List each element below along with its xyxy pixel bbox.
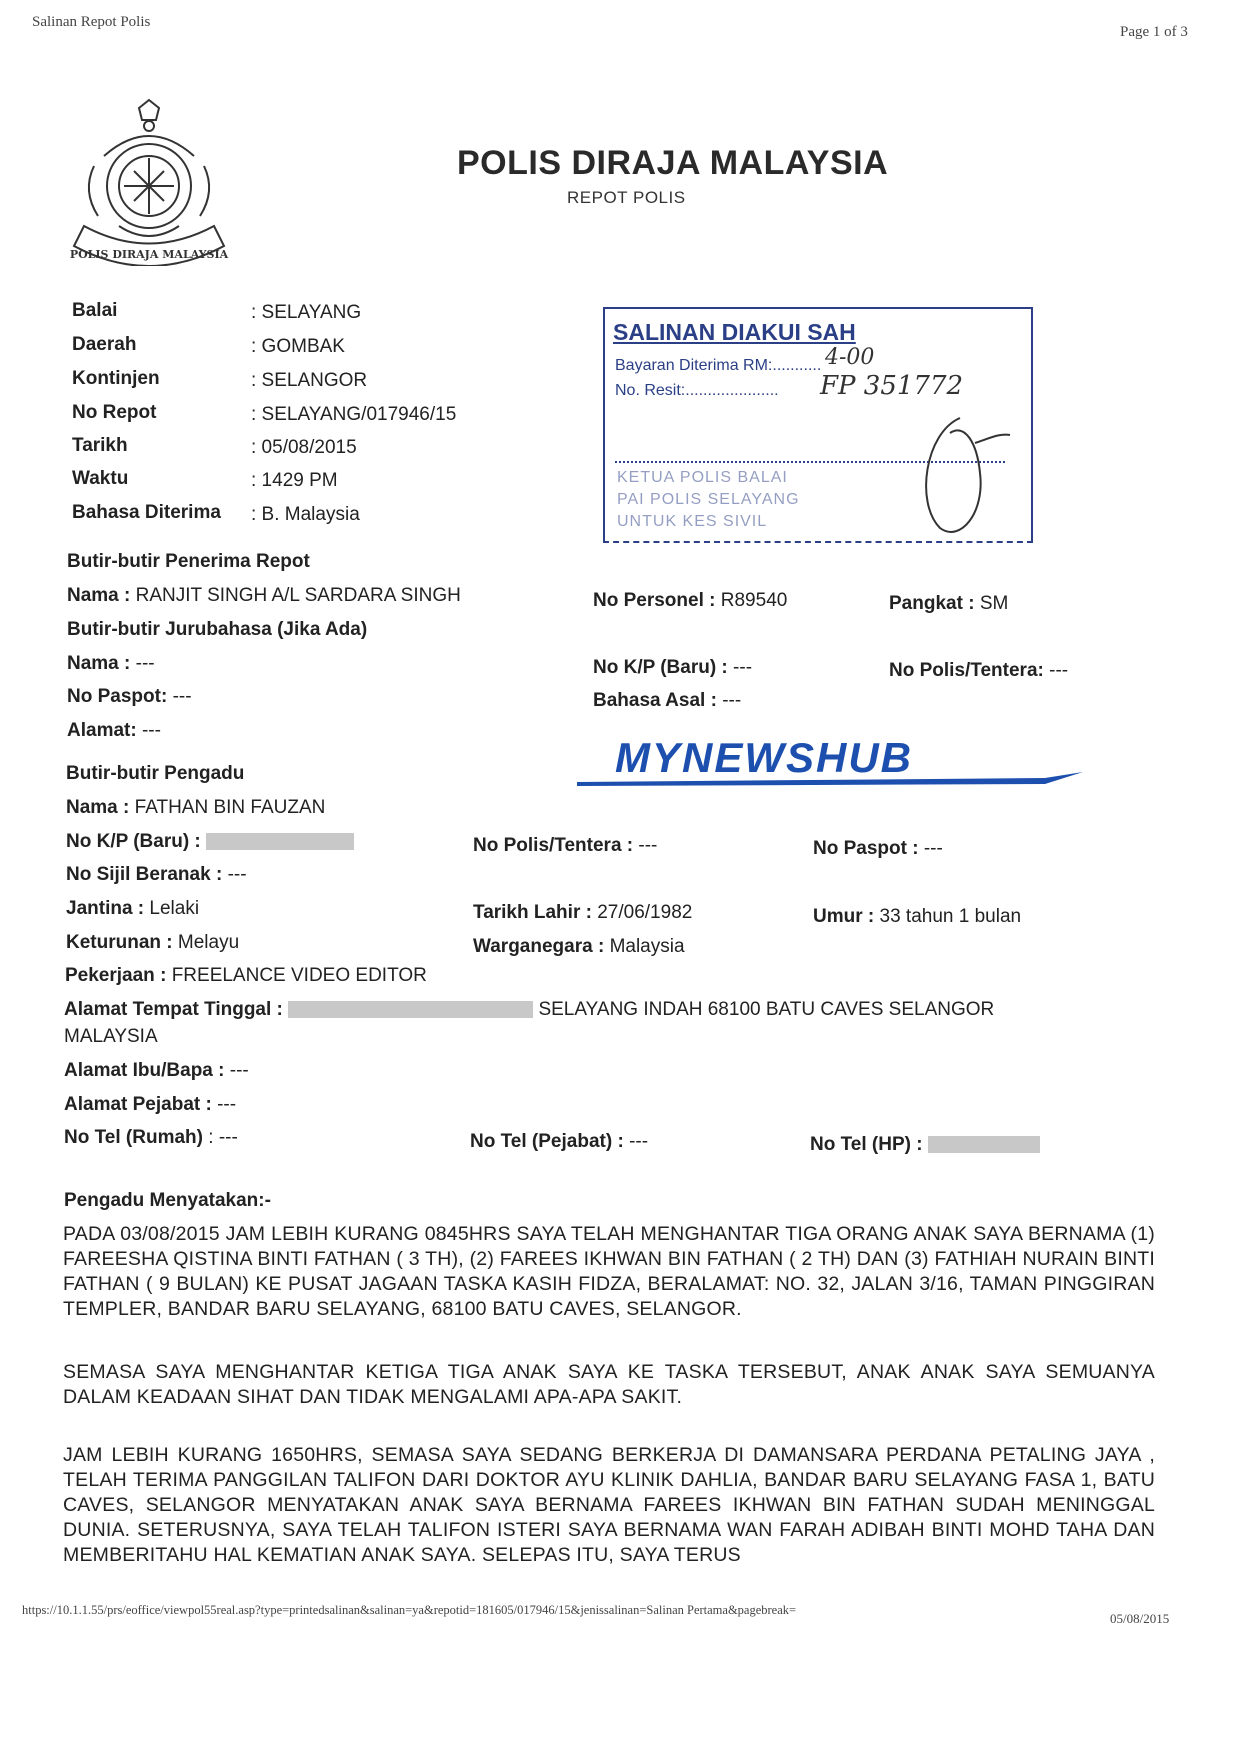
footer-date: 05/08/2015 — [1110, 1611, 1170, 1626]
pengadu-umur-value: 33 tahun 1 bulan — [879, 906, 1022, 927]
stamp-receipt-value: FP 351772 — [820, 371, 964, 401]
stamp-payment-value: 4-00 — [825, 345, 875, 370]
pengadu-polis-value: --- — [638, 835, 658, 856]
statement-heading: Pengadu Menyatakan:- — [64, 1190, 271, 1211]
top-left-caption: Salinan Repot Polis — [32, 14, 151, 30]
pengadu-polis-label: No Polis/Tentera : — [473, 835, 634, 856]
label-waktu: Waktu — [72, 468, 129, 489]
stamp-line-3: UNTUK KES SIVIL — [617, 513, 768, 530]
mynewshub-watermark — [575, 734, 1085, 788]
value-balai: : SELAYANG — [251, 302, 362, 323]
page-subtitle: REPOT POLIS — [567, 188, 686, 207]
pengadu-kp-label: No K/P (Baru) : — [66, 831, 201, 852]
svg-text:POLIS DIRAJA MALAYSIA: POLIS DIRAJA MALAYSIA — [69, 248, 229, 261]
pengadu-sijil-value: --- — [227, 864, 247, 885]
jurubahasa-paspot-value: --- — [172, 686, 192, 707]
label-kontinjen: Kontinjen — [72, 368, 160, 389]
stamp-receipt-label: No. Resit:..................... — [615, 382, 779, 399]
pengadu-telrumah-label: No Tel (Rumah) — [64, 1127, 203, 1148]
penerima-pangkat-label: Pangkat : — [889, 593, 975, 614]
jurubahasa-kp-label: No K/P (Baru) : — [593, 657, 728, 678]
pengadu-nama-value: FATHAN BIN FAUZAN — [134, 797, 326, 818]
pengadu-alamat-value-2: MALAYSIA — [64, 1026, 158, 1047]
redacted-address — [288, 1001, 533, 1018]
pengadu-telpejabat-value: --- — [629, 1131, 649, 1152]
redacted-kp — [206, 833, 354, 850]
pengadu-heading: Butir-butir Pengadu — [66, 763, 245, 784]
page-indicator: Page 1 of 3 — [1120, 24, 1188, 40]
pengadu-keturunan-value: Melayu — [177, 932, 240, 953]
pengadu-paspot-value: --- — [923, 838, 943, 859]
pengadu-nama-label: Nama : — [66, 797, 130, 818]
label-balai: Balai — [72, 300, 118, 321]
pengadu-paspot-label: No Paspot : — [813, 838, 919, 859]
jurubahasa-alamat-label: Alamat: — [67, 720, 137, 741]
page-title: POLIS DIRAJA MALAYSIA — [457, 144, 889, 182]
stamp-line-2: PAI POLIS SELAYANG — [617, 491, 800, 508]
jurubahasa-kp-value: --- — [733, 657, 753, 678]
pengadu-keturunan-label: Keturunan : — [66, 932, 173, 953]
footer-url: https://10.1.1.55/prs/eoffice/viewpol55real.asp?type=printedsalinan&salinan=ya&repotid=181605/017946/15&jenissalinan=Salinan Pertama&pagebreak= — [22, 1603, 797, 1617]
penerima-nama-value: RANJIT SINGH A/L SARDARA SINGH — [135, 585, 461, 606]
statement-paragraph-1: PADA 03/08/2015 JAM LEBIH KURANG 0845HRS SAYA TELAH MENGHANTAR TIGA ORANG ANAK SAYA BERNAMA (1) FAREESHA QISTINA BINTI FATHAN ( 3 TH), (2) FAREES IKHWAN BIN FATHAN ( 2 TH) DAN (3) FATHIAH NURAIN BINTI FATHAN ( 9 BULAN) KE PUSAT JAGAAN TASKA KASIH FIDZA, BERALAMAT: NO. 32, JALAN 3/16, TAMAN PINGGIRAN TEMPLER, BANDAR BARU SELAYANG, 68100 BATU CAVES, SELANGOR. — [63, 1223, 1155, 1320]
jurubahasa-bahasa-label: Bahasa Asal : — [593, 690, 717, 711]
pengadu-alamat-value: SELAYANG INDAH 68100 BATU CAVES SELANGOR — [538, 999, 995, 1020]
jurubahasa-nama-label: Nama : — [67, 653, 131, 674]
watermark-text: MYNEWSHUB — [615, 734, 913, 781]
jurubahasa-bahasa-value: --- — [722, 690, 742, 711]
pengadu-sijil-label: No Sijil Beranak : — [66, 864, 223, 885]
value-no-repot: : SELAYANG/017946/15 — [251, 404, 457, 425]
penerima-nama-label: Nama : — [67, 585, 131, 606]
value-waktu: : 1429 PM — [251, 470, 338, 491]
pengadu-jantina-value: Lelaki — [149, 898, 200, 919]
stamp-payment-label: Bayaran Diterima RM:........... — [615, 357, 822, 374]
pengadu-jantina-label: Jantina : — [66, 898, 145, 919]
redacted-phone — [928, 1136, 1040, 1153]
penerima-personel-value: R89540 — [720, 590, 788, 611]
label-tarikh: Tarikh — [72, 435, 128, 456]
pengadu-pekerjaan-value: FREELANCE VIDEO EDITOR — [171, 965, 427, 986]
statement-paragraph-3: JAM LEBIH KURANG 1650HRS, SEMASA SAYA SEDANG BERKERJA DI DAMANSARA PERDANA PETALING JAYA , TELAH TERIMA PANGGILAN TALIFON DARI DOKTOR AYU KLINIK DAHLIA, BANDAR BARU SELAYANG FASA 1, BATU CAVES, SELANGOR MENYATAKAN ANAK SAYA BERNAMA FAREES IKHWAN BIN FATHAN SUDAH MENINGGAL DUNIA. SETERUSNYA, SAYA TELAH TALIFON ISTERI SAYA BERNAMA WAN FARAH ADIBAH BINTI MOHD TAHA DAN MEMBERITAHU HAL KEMATIAN ANAK SAYA. SELEPAS ITU, SAYA TERUS — [63, 1444, 1155, 1566]
statement-paragraph-2: SEMASA SAYA MENGHANTAR KETIGA TIGA ANAK SAYA KE TASKA TERSEBUT, ANAK ANAK SAYA SEMUANYA DALAM KEADAAN SIHAT DAN TIDAK MENGALAMI APA-APA SAKIT. — [63, 1361, 1155, 1408]
jurubahasa-nama-value: --- — [135, 653, 155, 674]
value-kontinjen: : SELANGOR — [251, 370, 368, 391]
pengadu-alamat-label: Alamat Tempat Tinggal : — [64, 999, 283, 1020]
label-no-repot: No Repot — [72, 402, 157, 423]
value-tarikh: : 05/08/2015 — [251, 437, 357, 458]
penerima-personel-label: No Personel : — [593, 590, 716, 611]
stamp-title: SALINAN DIAKUI SAH — [613, 319, 856, 345]
pengadu-pekerjaan-label: Pekerjaan : — [65, 965, 167, 986]
pengadu-lahir-value: 27/06/1982 — [597, 902, 693, 923]
pengadu-pejabat-label: Alamat Pejabat : — [64, 1094, 212, 1115]
pengadu-warganegara-value: Malaysia — [609, 936, 685, 957]
jurubahasa-polis-value: --- — [1049, 660, 1069, 681]
pengadu-pejabat-value: --- — [217, 1094, 237, 1115]
police-crest-icon — [64, 96, 234, 266]
jurubahasa-heading: Butir-butir Jurubahasa (Jika Ada) — [67, 619, 368, 640]
pengadu-telrumah-value: : --- — [208, 1127, 238, 1148]
pengadu-ibubapa-label: Alamat Ibu/Bapa : — [64, 1060, 225, 1081]
stamp-line-1: KETUA POLIS BALAI — [617, 469, 788, 486]
pengadu-ibubapa-value: --- — [229, 1060, 249, 1081]
pengadu-lahir-label: Tarikh Lahir : — [473, 902, 592, 923]
pengadu-telhp-label: No Tel (HP) : — [810, 1134, 923, 1155]
label-daerah: Daerah — [72, 334, 137, 355]
pengadu-umur-label: Umur : — [813, 906, 875, 927]
pengadu-warganegara-label: Warganegara : — [473, 936, 605, 957]
penerima-heading: Butir-butir Penerima Repot — [67, 551, 310, 572]
value-bahasa-diterima: : B. Malaysia — [251, 504, 360, 525]
jurubahasa-polis-label: No Polis/Tentera: — [889, 660, 1044, 681]
penerima-pangkat-value: SM — [979, 593, 1009, 614]
jurubahasa-alamat-value: --- — [141, 720, 161, 741]
certified-copy-stamp — [603, 307, 1033, 543]
value-daerah: : GOMBAK — [251, 336, 345, 357]
jurubahasa-paspot-label: No Paspot: — [67, 686, 168, 707]
pengadu-telpejabat-label: No Tel (Pejabat) : — [470, 1131, 624, 1152]
signature-icon — [905, 413, 1015, 543]
label-bahasa-diterima: Bahasa Diterima — [72, 502, 221, 523]
